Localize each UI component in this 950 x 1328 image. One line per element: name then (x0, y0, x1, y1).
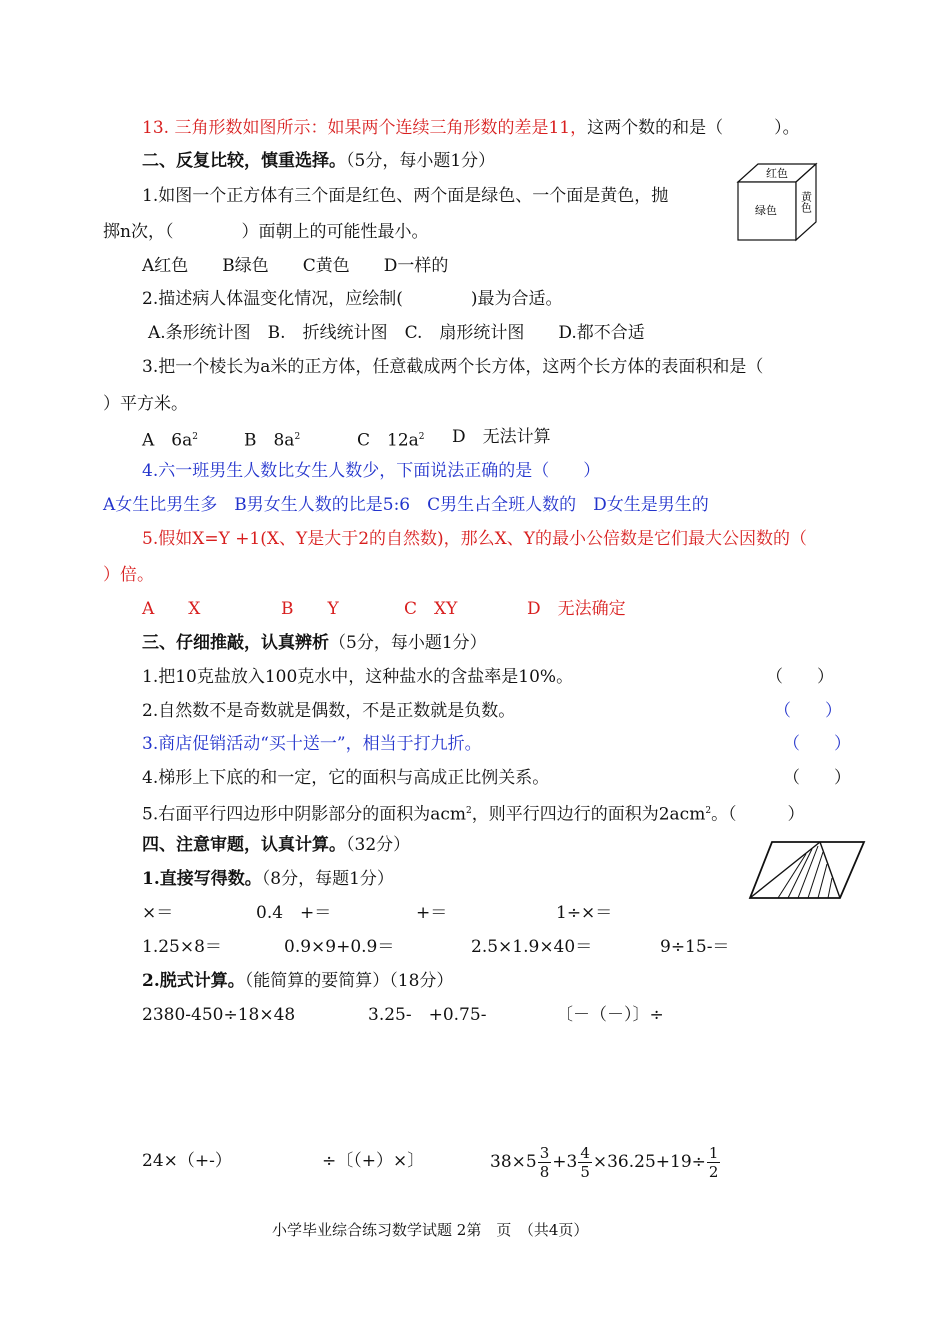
s2-q5-option-b: B Y (281, 599, 339, 619)
page-footer: 小学毕业综合练习数学试题 2第 页 （共4页） (272, 1221, 589, 1239)
s2-q5-option-c: C XY (404, 599, 458, 619)
cube-figure (736, 162, 820, 244)
s2-q3-option-a: A $6a^2$ (142, 430, 198, 451)
s2-q4-options: A女生比男生多 B男女生人数的比是5:6 C男生占全班人数的 D女生是男生的 (103, 495, 709, 515)
s4-r3-c3: 〔－（－）〕÷ (556, 1005, 664, 1025)
s4-r1-c4: 1÷×＝ (556, 903, 613, 923)
s2-q5-option-a: A X (142, 599, 201, 619)
s2-q3-line2: ）平方米。 (103, 394, 188, 414)
s2-q5-line1: 5.假如X=Y +1(X、Y是大于2的自然数)，那么X、Y的最小公倍数是它们最大公因数的（ (142, 529, 807, 549)
s2-q2: 2.描述病人体温变化情况，应绘制( )最为合适。 (142, 289, 563, 309)
s3-item-5: 5.右面平行四边形中阴影部分的面积为acm$^2$，则平行四边行的面积为2acm$^2$。（ ） (142, 804, 805, 825)
s4-r4-c1: 24×（+-） (142, 1151, 232, 1171)
s4-r2-c4: 9÷15-＝ (660, 937, 730, 957)
s2-q3-option-d: D 无法计算 (452, 427, 551, 447)
fraction: $\frac{1}{2}$ (708, 1144, 719, 1181)
fraction: $\frac{4}{5}$ (580, 1144, 590, 1181)
s3-item-2: 2.自然数不是奇数就是偶数，不是正数就是负数。 (142, 701, 516, 721)
s3-item-4: 4.梯形上下底的和一定，它的面积与高成正比例关系。 (142, 768, 550, 788)
s4-r4-c2: ÷〔（+）×〕 (322, 1151, 425, 1171)
parallelogram-figure (748, 840, 866, 902)
s2-q4: 4.六一班男生人数比女生人数少，下面说法正确的是（ ） (142, 461, 601, 481)
section-3-heading: 三、仔细推敲，认真辨析（5分，每小题1分） (142, 633, 487, 653)
s2-q5-line2: ）倍。 (103, 565, 154, 585)
s4-r3-c1: 2380-450÷18×48 (142, 1005, 296, 1025)
s3-answer-1[interactable]: （ ） (766, 667, 834, 687)
cube-front-label: 绿色 (755, 204, 777, 217)
cube-side-label: 黄色 (799, 191, 813, 213)
s2-q3-option-b: B $8a^2$ (244, 430, 301, 451)
cube-top-label: 红色 (766, 167, 788, 180)
s4-r3-c2: 3.25- +0.75- (368, 1005, 487, 1025)
question-13: 13. 三角形数如图所示：如果两个连续三角形数的差是11，这两个数的和是（ ）。 (142, 118, 800, 138)
fraction: $\frac{3}{8}$ (539, 1144, 550, 1181)
s3-answer-3[interactable]: （ ） (783, 734, 851, 754)
s2-q1-options: A红色 B绿色 C黄色 D一样的 (142, 256, 449, 276)
s2-q5-option-d: D 无法确定 (527, 599, 626, 619)
s4-sub1-heading: 1.直接写得数。（8分，每题1分） (142, 869, 394, 889)
s2-q3-option-c: C $12a^2$ (357, 430, 425, 451)
s3-item-3: 3.商店促销活动“买十送一”，相当于打九折。 (142, 734, 482, 754)
section-4-heading: 四、注意审题，认真计算。（32分） (142, 835, 411, 855)
s4-r4-c3: 38×5 $\frac{3}{8}$ +3 $\frac{4}{5}$ ×36.25+19÷ $\frac{1}{2}$ (490, 1144, 719, 1181)
s2-q3-line1: 3.把一个棱长为a米的正方体，任意截成两个长方体，这两个长方体的表面积和是（ (142, 357, 764, 377)
s4-r2-c1: 1.25×8＝ (142, 937, 222, 957)
s3-answer-4[interactable]: （ ） (783, 768, 851, 788)
s2-q1-line1: 1.如图一个正方体有三个面是红色、两个面是绿色、一个面是黄色，抛 (142, 186, 669, 206)
s4-r2-c2: 0.9×9+0.9＝ (284, 937, 395, 957)
s3-answer-2[interactable]: （ ） (774, 701, 842, 721)
s2-q1-line2: 掷n次，（ ）面朝上的可能性最小。 (103, 222, 429, 242)
s3-item-1: 1.把10克盐放入100克水中，这种盐水的含盐率是10%。 (142, 667, 574, 687)
s2-q2-options: A.条形统计图 B. 折线统计图 C. 扇形统计图 D.都不合适 (148, 323, 645, 343)
section-2-heading: 二、反复比较，慎重选择。（5分，每小题1分） (142, 151, 496, 171)
s4-r1-c1: ×＝ (142, 903, 174, 923)
s4-sub2-heading: 2.脱式计算。（能简算的要简算）（18分） (142, 971, 454, 991)
s4-r1-c3: +＝ (416, 903, 448, 923)
s4-r2-c3: 2.5×1.9×40＝ (471, 937, 593, 957)
s4-r1-c2: 0.4 +＝ (256, 903, 332, 923)
